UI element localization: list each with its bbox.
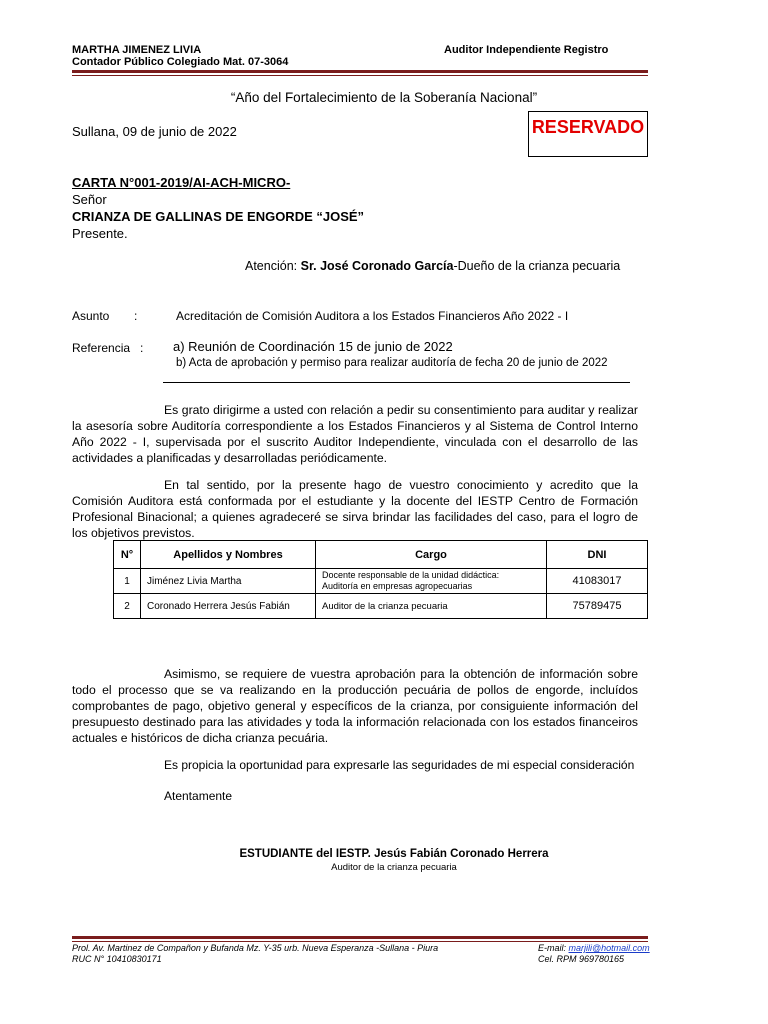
reference-colon: : [140,341,144,355]
subject-colon: : [134,309,138,323]
table-cell-cargo [316,569,547,594]
table-cell-n: 1 [114,569,141,594]
year-motto: “Año del Fortalecimiento de la Soberanía Nacional” [230,90,538,105]
footer-rule-thick [72,936,648,939]
attention-rest: -Dueño de la crianza pecuaria [453,259,621,273]
paragraph-3-text: Asimismo, se requiere de vuestra aprobación para la obtención de información sobre todo el processo que se va realizando en la producción pecuária de pollos de engorde, incluídos comprobantes de pago, objetivo general y específicos de la crianza, por consiguiente información del presupuesto destinado para las atividades y toda la información relacionada con los estados financeiros actuales e históricos de dicha crianza pecuária. [72,667,638,745]
table-cell-cargo-line2: Auditoría en empresas agropecuarias [322,581,473,591]
table-cell-dni: 75789475 [547,594,648,619]
footer-phone: Cel. RPM 969780165 [538,954,625,964]
commission-table [113,540,648,619]
reserved-stamp: RESERVADO [531,117,645,137]
recipient: CRIANZA DE GALLINAS DE ENGORDE “JOSÉ” [72,209,365,224]
attention-label: Atención: [245,259,298,273]
reference-underline [163,382,630,383]
header-rule-thick [72,70,648,73]
attention-name: Sr. José Coronado García [300,259,454,273]
table-row [114,594,648,619]
paragraph-2-text: En tal sentido, por la presente hago de vuestro conocimiento y acredito que la Comisión Auditora está conformada por el estudiante y la docente del IESTP Centro de Formación Profesional Binacional; a quienes agradeceré se sirva brindar las facilidades del caso, para el logro de los objetivos previstos. [72,478,638,540]
present: Presente. [72,226,128,241]
subject-text: Acreditación de Comisión Auditora a los Estados Financieros Año 2022 - I [176,309,569,323]
header-title: Contador Público Colegiado Mat. 07-3064 [72,56,289,68]
table-cell-cargo-line1: Docente responsable de la unidad didáctica: [322,570,500,580]
subject-label: Asunto [72,309,110,323]
letter-number: CARTA N°001-2019/AI-ACH-MICRO- [72,175,291,190]
place-date: Sullana, 09 de junio de 2022 [72,124,237,139]
footer-ruc: RUC N° 10410830171 [72,954,162,964]
reference-label: Referencia [72,341,131,355]
signature-name: ESTUDIANTE del IESTP. Jesús Fabián Coronado Herrera [239,848,549,860]
header-role: Auditor Independiente Registro [444,44,609,56]
table-cell-n: 2 [114,594,141,619]
signature-role: Auditor de la crianza pecuaria [331,862,457,873]
closing: Atentamente [164,789,233,803]
attention-line [245,259,620,273]
table-header-row [114,541,648,569]
paragraph-1 [72,402,638,466]
table-header-n: N° [114,541,141,569]
table-cell-dni: 41083017 [547,569,648,594]
paragraph-1-text: Es grato dirigirme a usted con relación a pedir su consentimiento para auditar y realizar la asesoría sobre Auditoría correspondiente a los Estados Financieros y al Sistema de Control Interno Año 2022 - I, supervisada por el suscrito Auditor Independiente, vinculada con el desarrollo de las actividades a planificadas y desarrolladas periódicamente. [72,403,638,465]
reference-b: b) Acta de aprobación y permiso para realizar auditoría de fecha 20 de junio de 2022 [176,357,608,369]
table-header-cargo: Cargo [316,541,547,569]
table-header-dni: DNI [547,541,648,569]
reserved-stamp-box [528,111,648,157]
salutation: Señor [72,192,107,207]
footer-email-link[interactable]: marjili@hotmail.com [568,943,650,953]
footer-email-label: E-mail: [538,943,567,953]
footer-address: Prol. Av. Martinez de Compañon y Bufanda Mz. Y-35 urb. Nueva Esperanza -Sullana - Piura [72,943,439,953]
footer-rule-thin [72,941,648,942]
table-cell-name: Jiménez Livia Martha [141,569,316,594]
footer-email-line [538,943,650,953]
table-header-name: Apellidos y Nombres [141,541,316,569]
table-row [114,569,648,594]
paragraph-4: Es propicia la oportunidad para expresarle las seguridades de mi especial consideración [164,758,635,772]
header-rule-thin [72,75,648,76]
paragraph-3 [72,666,638,746]
table-cell-name: Coronado Herrera Jesús Fabián [141,594,316,619]
header-name: MARTHA JIMENEZ LIVIA [72,44,202,56]
table-cell-cargo: Auditor de la crianza pecuaria [316,594,547,619]
reference-a: a) Reunión de Coordinación 15 de junio de 2022 [173,339,453,354]
paragraph-2 [72,477,638,541]
